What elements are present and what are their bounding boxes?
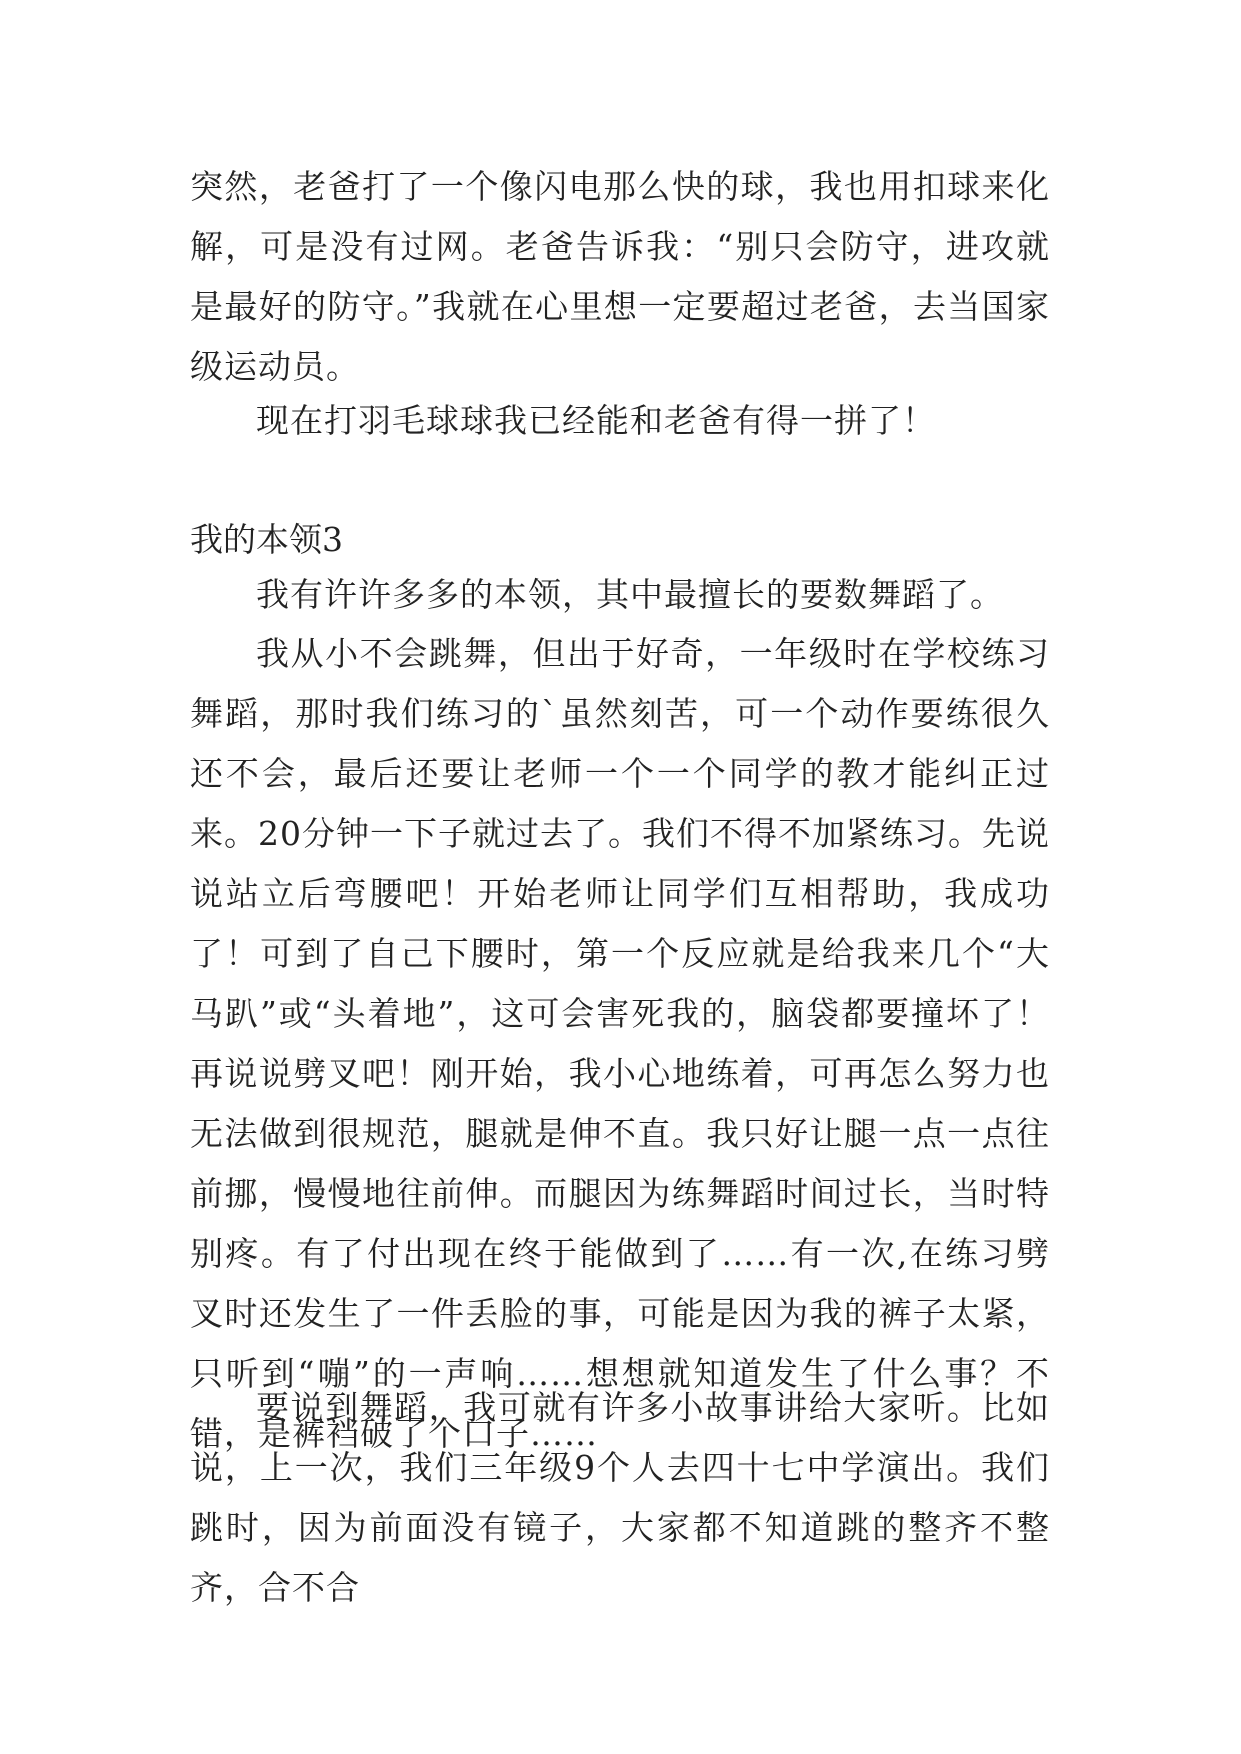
- paragraph-dance-intro: 我有许许多多的本领，其中最擅长的要数舞蹈了。: [256, 575, 1004, 614]
- section-title: 我的本领3: [190, 520, 343, 559]
- paragraph-dance-practice: 我从小不会跳舞，但出于好奇，一年级时在学校练习舞蹈，那时我们练习的`虽然刻苦，可一个动作要练很久还不会，最后还要让老师一个一个同学的教才能纠正过来。20分钟一下子就过去了。我们不得不加紧练习。先说说站立后弯腰吧！开始老师让同学们互相帮助，我成功了！可到了自己下腰时，第一个反应就是给我来几个“大马趴”或“头着地”，这可会害死我的，脑袋都要撞坏了！再说说劈叉吧！刚开始，我小心地练着，可再怎么努力也无法做到很规范，腿就是伸不直。我只好让腿一点一点往前挪，慢慢地往前伸。而腿因为练舞蹈时间过长，当时特别疼。有了付出现在终于能做到了……有一次,在练习劈叉时还发生了一件丢脸的事，可能是因为我的裤子太紧，只听到“嘣”的一声响……想想就知道发生了什么事？不错，是裤裆破了个口子……: [190, 634, 1050, 1453]
- paragraph-badminton-ending: 突然，老爸打了一个像闪电那么快的球，我也用扣球来化解，可是没有过网。老爸告诉我：“别只会防守，进攻就是最好的防守。”我就在心里想一定要超过老爸，去当国家级运动员。: [190, 167, 1050, 386]
- paragraph-badminton-result: 现在打羽毛球球我已经能和老爸有得一拼了！: [256, 401, 936, 440]
- paragraph-dance-stories: 要说到舞蹈，我可就有许多小故事讲给大家听。比如说，上一次，我们三年级9个人去四十七中学演出。我们跳时，因为前面没有镜子，大家都不知道跳的整齐不整齐，合不合: [190, 1388, 1050, 1607]
